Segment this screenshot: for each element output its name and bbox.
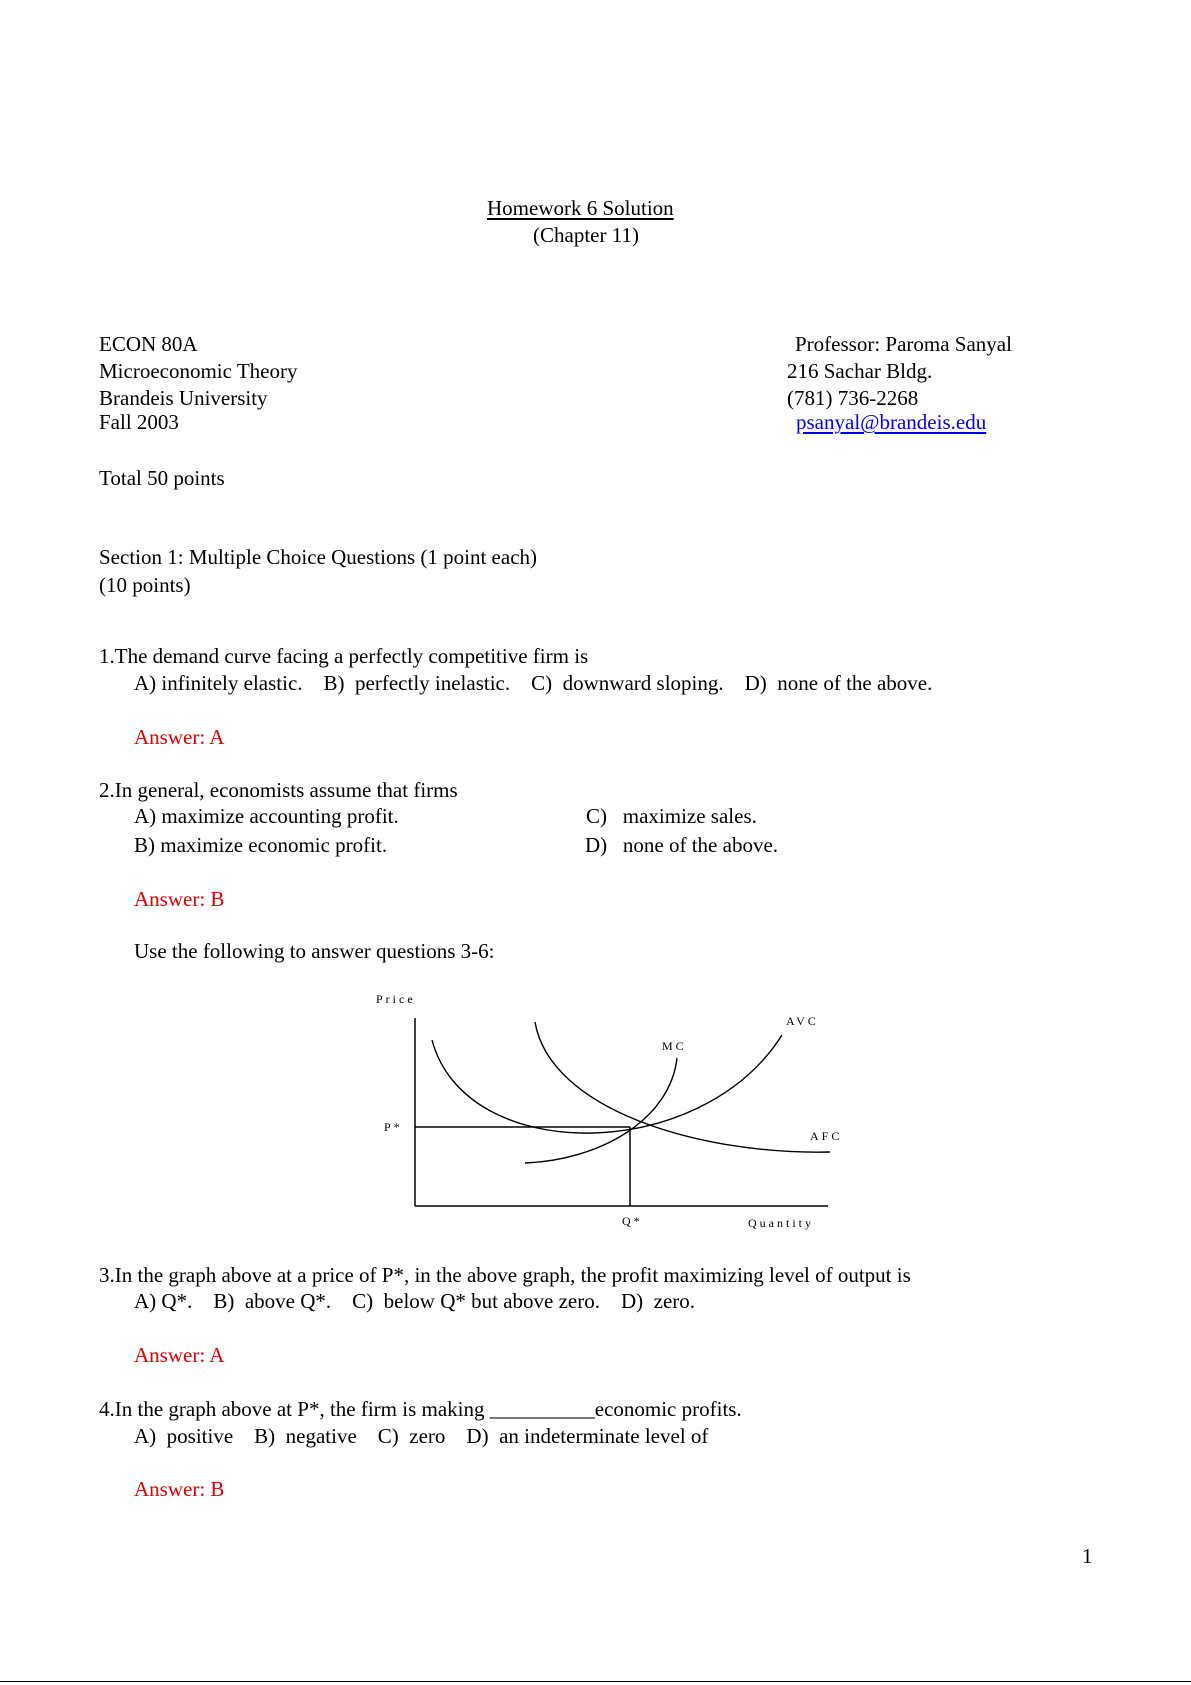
total-points: Total 50 points: [99, 466, 225, 490]
question-2-option-c: C) maximize sales.: [586, 804, 757, 828]
university-name: Brandeis University: [99, 386, 268, 410]
document-title: Homework 6 Solution: [487, 196, 674, 220]
afc-label: AFC: [810, 1129, 843, 1143]
graph-intro: Use the following to answer questions 3-6:: [134, 939, 495, 963]
avc-curve: [432, 1035, 782, 1133]
q-star-label: Q*: [622, 1214, 643, 1228]
question-4-answer: Answer: B: [134, 1477, 225, 1501]
course-name: Microeconomic Theory: [99, 359, 298, 383]
professor-phone: (781) 736-2268: [787, 386, 919, 410]
professor-office: 216 Sachar Bldg.: [787, 359, 933, 383]
question-3-options: A) Q*. B) above Q*. C) below Q* but above zero. D) zero.: [134, 1289, 696, 1313]
price-axis-label: Price: [376, 992, 416, 1006]
question-2-option-d: D) none of the above.: [585, 833, 779, 857]
professor-email-link[interactable]: psanyal@brandeis.edu: [796, 410, 987, 434]
question-2-answer: Answer: B: [134, 887, 225, 911]
course-code: ECON 80A: [99, 332, 198, 356]
section-title: Section 1: Multiple Choice Questions (1 point each): [99, 545, 538, 569]
footer-rule: [0, 1681, 1191, 1682]
mc-label: MC: [662, 1039, 687, 1053]
quantity-axis-label: Quantity: [748, 1216, 814, 1230]
mc-curve: [525, 1058, 677, 1163]
question-4-options: A) positive B) negative C) zero D) an indeterminate level of: [134, 1424, 709, 1448]
course-term: Fall 2003: [99, 410, 179, 434]
question-1-answer: Answer: A: [134, 725, 225, 749]
question-3-stem: 3.In the graph above at a price of P*, in the above graph, the profit maximizing level of output is: [99, 1263, 911, 1287]
document-subtitle: (Chapter 11): [533, 223, 639, 247]
question-1-stem: 1.The demand curve facing a perfectly competitive firm is: [99, 644, 589, 668]
avc-label: AVC: [786, 1014, 819, 1028]
professor-name: Professor: Paroma Sanyal: [795, 332, 1012, 356]
page-number: 1: [1082, 1544, 1093, 1568]
p-star-label: P*: [384, 1120, 403, 1134]
question-4-stem: 4.In the graph above at P*, the firm is making __________economic profits.: [99, 1397, 742, 1421]
section-points: (10 points): [99, 573, 191, 597]
question-2-option-a: A) maximize accounting profit.: [134, 804, 399, 828]
question-2-option-b: B) maximize economic profit.: [134, 833, 388, 857]
question-3-answer: Answer: A: [134, 1343, 225, 1367]
question-1-options: A) infinitely elastic. B) perfectly inelastic. C) downward sloping. D) none of the above.: [134, 671, 933, 695]
cost-curves-graph: [370, 990, 850, 1230]
question-2-stem: 2.In general, economists assume that firms: [99, 778, 458, 802]
